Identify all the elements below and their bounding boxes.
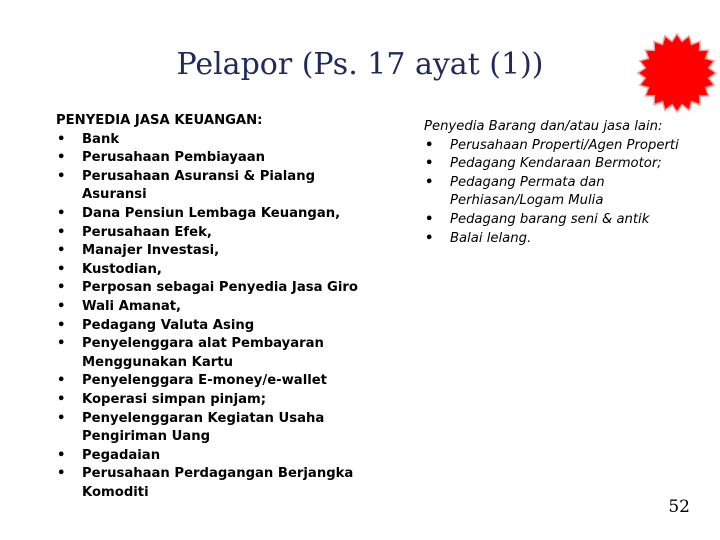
list-item-text: Kustodian,: [82, 261, 162, 277]
bullet-icon: •: [57, 410, 66, 426]
list-item: [56, 317, 381, 336]
list-item: [56, 149, 381, 168]
list-item: [56, 261, 381, 280]
list-item-text: Penyelenggara alat Pembayaran Menggunakan Kartu: [82, 336, 324, 370]
bullet-icon: •: [57, 298, 66, 314]
list-item-text: Perusahaan Pembiayaan: [82, 150, 266, 166]
list-item-text: Pegadaian: [82, 447, 161, 463]
list-item: [56, 205, 381, 224]
list-item-text: Manajer Investasi,: [82, 243, 220, 259]
other-providers-list: [424, 137, 714, 249]
list-item: [56, 410, 381, 447]
list-item: [56, 131, 381, 150]
list-item-text: Pedagang Permata dan Perhiasan/Logam Mulia: [450, 174, 605, 209]
list-item: [424, 155, 714, 174]
list-item-text: Perusahaan Efek,: [82, 224, 212, 240]
list-item: [56, 465, 381, 502]
list-item-text: Bank: [82, 131, 120, 147]
list-item-text: Perusahaan Asuransi & Pialang Asuransi: [82, 168, 316, 203]
list-item: [424, 211, 714, 230]
list-item: [56, 224, 381, 243]
list-item-text: Perposan sebagai Penyedia Jasa Giro: [82, 280, 358, 296]
other-providers-heading: Penyedia Barang dan/atau jasa lain:: [424, 119, 663, 134]
financial-service-providers-list: [56, 131, 381, 503]
page-number: 52: [668, 497, 690, 517]
bullet-icon: •: [57, 261, 66, 277]
list-item-text: Pedagang Kendaraan Bermotor;: [450, 156, 662, 172]
bullet-icon: •: [57, 243, 66, 259]
list-item-text: Wali Amanat,: [82, 298, 182, 314]
list-item: [424, 174, 714, 211]
list-item: [56, 335, 381, 372]
bullet-icon: •: [57, 131, 66, 147]
starburst-icon: [636, 32, 718, 114]
bullet-icon: •: [57, 466, 66, 482]
list-item: [56, 372, 381, 391]
bullet-icon: •: [425, 137, 434, 153]
bullet-icon: •: [425, 230, 434, 246]
bullet-icon: •: [425, 174, 434, 190]
list-item: [56, 298, 381, 317]
list-item-text: Perusahaan Perdagangan Berjangka Komoditi: [82, 466, 354, 500]
list-item-text: Koperasi simpan pinjam;: [82, 391, 267, 407]
list-item-text: Pedagang barang seni & antik: [450, 211, 650, 227]
bullet-icon: •: [57, 224, 66, 240]
bullet-icon: •: [57, 280, 66, 296]
financial-service-providers-section: [56, 112, 381, 502]
bullet-icon: •: [57, 373, 66, 389]
bullet-icon: •: [57, 336, 66, 352]
list-item: [56, 242, 381, 261]
bullet-icon: •: [57, 317, 66, 333]
list-item: [424, 230, 714, 249]
bullet-icon: •: [425, 211, 434, 227]
list-item-text: Pedagang Valuta Asing: [82, 317, 255, 333]
bullet-icon: •: [57, 150, 66, 166]
other-goods-services-providers-section: [424, 118, 714, 248]
financial-service-providers-heading: PENYEDIA JASA KEUANGAN:: [56, 113, 263, 128]
list-item-text: Penyelenggaran Kegiatan Usaha Pengiriman Uang: [82, 410, 325, 445]
bullet-icon: •: [57, 168, 66, 184]
bullet-icon: •: [57, 205, 66, 221]
list-item-text: Dana Pensiun Lembaga Keuangan,: [82, 205, 341, 221]
list-item-text: Balai lelang.: [450, 230, 532, 246]
bullet-icon: •: [57, 447, 66, 463]
list-item: [56, 447, 381, 466]
list-item-text: Perusahaan Properti/Agen Properti: [450, 137, 679, 153]
list-item: [56, 168, 381, 205]
bullet-icon: •: [425, 156, 434, 172]
list-item: [56, 391, 381, 410]
bullet-icon: •: [57, 391, 66, 407]
list-item-text: Penyelenggara E-money/e-wallet: [82, 373, 327, 389]
slide-title: Pelapor (Ps. 17 ayat (1)): [176, 47, 544, 82]
list-item: [424, 137, 714, 156]
list-item: [56, 279, 381, 298]
